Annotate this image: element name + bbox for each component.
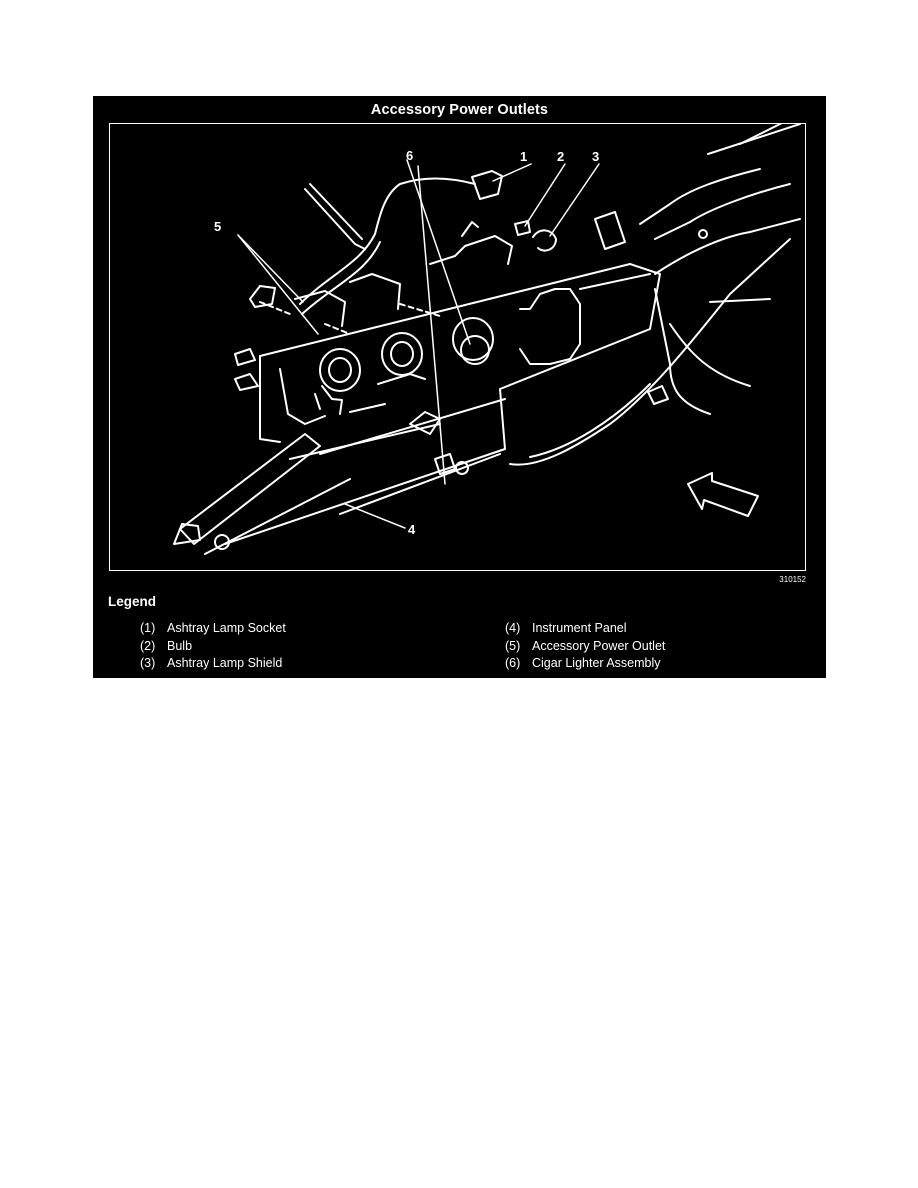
callout-5: 5	[214, 219, 222, 234]
legend-item-label: Accessory Power Outlet	[532, 638, 666, 653]
callout-1: 1	[520, 149, 528, 164]
drawing-frame	[109, 123, 806, 571]
callout-6: 6	[406, 148, 414, 163]
figure-code: 310152	[779, 575, 806, 584]
legend-item-number: (1)	[140, 621, 156, 635]
outlet-housings	[235, 222, 512, 390]
legend-item-number: (4)	[505, 621, 521, 635]
instrument-panel-drawing	[110, 124, 806, 571]
legend-item	[505, 638, 665, 656]
figure-title: Accessory Power Outlets	[370, 102, 549, 118]
legend-item-label: Cigar Lighter Assembly	[532, 656, 661, 670]
callout-4: 4	[408, 522, 416, 537]
legend-item-number: (5)	[505, 638, 521, 653]
legend-item-number: (3)	[140, 656, 156, 670]
diagram-figure	[93, 96, 826, 678]
legend-heading: Legend	[108, 594, 157, 609]
legend-item	[505, 655, 665, 673]
legend-column-left	[140, 620, 286, 673]
callout-2: 2	[557, 149, 565, 164]
callout-3: 3	[592, 149, 600, 164]
legend-item-label: Instrument Panel	[532, 621, 627, 635]
legend-column-right	[505, 620, 665, 673]
lamp-socket-part	[472, 171, 502, 199]
callout-leaders	[238, 160, 599, 528]
legend-item-number: (6)	[505, 656, 521, 670]
legend-item-label: Ashtray Lamp Shield	[167, 656, 283, 670]
view-direction-arrow	[688, 473, 758, 516]
legend-item-number: (2)	[140, 638, 156, 653]
legend-item	[140, 620, 286, 638]
right-side-structure	[510, 124, 800, 465]
legend-item-label: Bulb	[167, 638, 193, 653]
legend-item	[140, 638, 286, 656]
legend-item-label: Ashtray Lamp Socket	[167, 621, 286, 635]
instrument-panel-body	[225, 264, 660, 544]
legend-item	[140, 655, 286, 673]
legend-item	[505, 620, 665, 638]
